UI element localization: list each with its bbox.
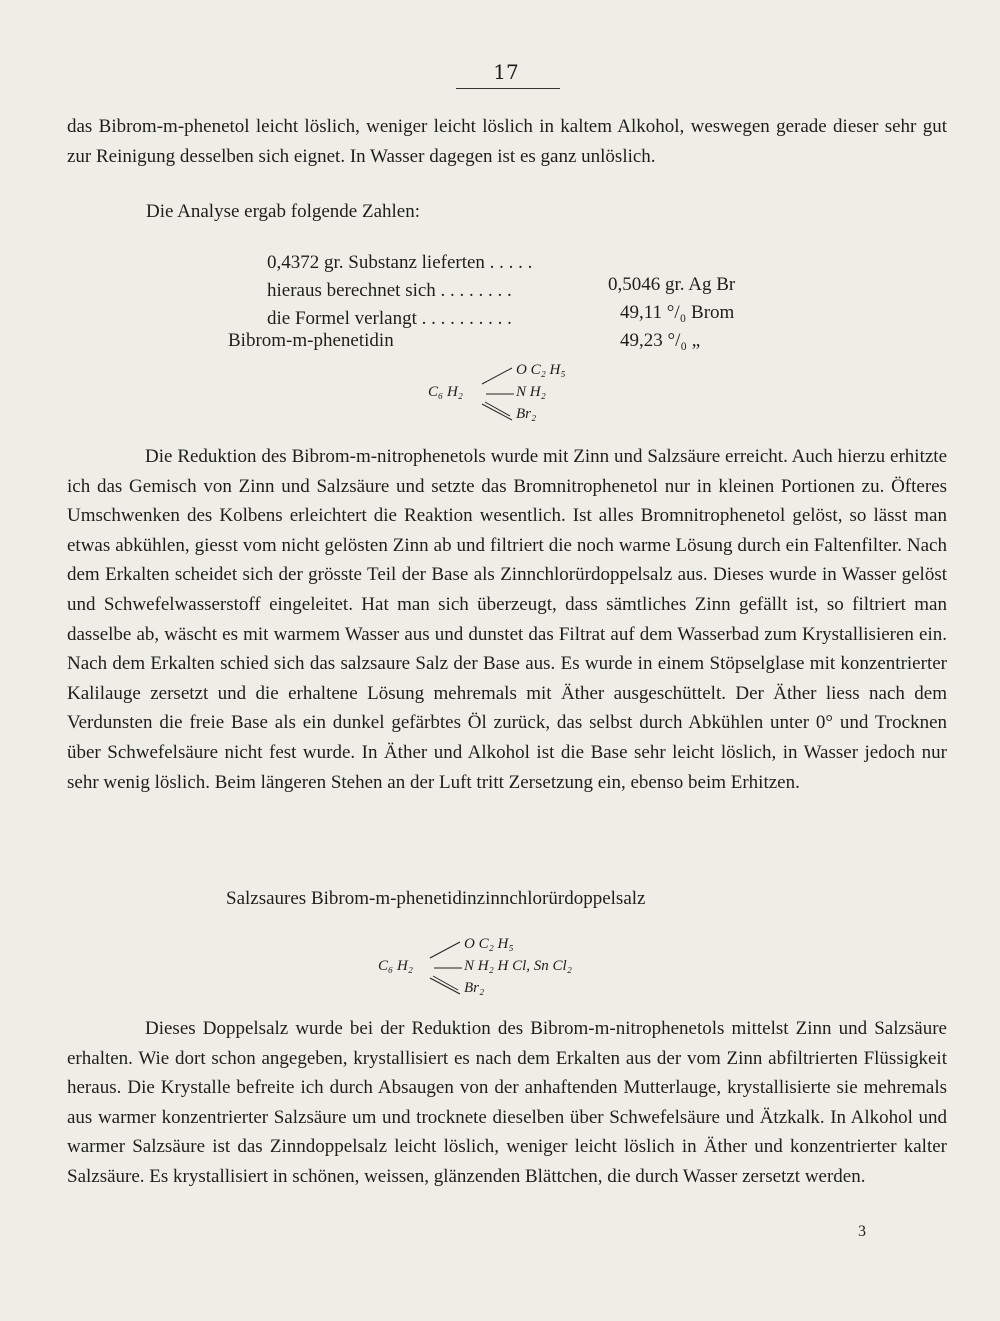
paragraph-2: Die Reduktion des Bibrom-m-nitrophenetols wurde mit Zinn und Salzsäure erreicht. Auch hierzu erhitzte ich das Gemisch von Zinn und Salzsäure und setzte das Bromnitrophenetol nur in kleinen Portionen zu. Öfteres Umschwenken des Kolbens erleichtert die Reaktion wesentlich. Ist alles Bromnitrophenetol gelöst, so lässt man etwas abkühlen, giesst vom nicht gelösten Zinn ab und filtriert die noch warme Lösung durch ein Faltenfilter. Nach dem Erkalten scheidet sich der grösste Teil der Base als Zinnchlorürdoppelsalz aus. Dieses wurde in Wasser gelöst und Schwefelwasserstoff eingeleitet. Hat man sich überzeugt, dass sämtliches Zinn gefällt ist, so filtriert man dasselbe ab, wäscht es mit warmem Wasser aus und dunstet das Filtrat auf dem Wasserbad zum Krystallisieren ein. Nach dem Erkalten schied sich das salzsaure Salz der Base aus. Es wurde in einem Stöpselglase mit konzentrierter Kalilauge zersetzt und die erhaltene Lösung mehremals mit Äther ausgeschüttelt. Der Äther liess nach dem Verdunsten die freie Base als ein dunkel gefärbtes Öl zurück, das selbst durch Abkühlen unter 0° und Trocknen über Schwefelsäure nicht fest wurde. In Äther und Alkohol ist die Base sehr leicht löslich, in Wasser jedoch nur sehr wenig löslich. Beim längeren Stehen an der Luft tritt Zersetzung ein, ebenso beim Erhitzen. [67, 446, 947, 793]
formula-substituent-top: O C₂ H₅ [516, 362, 566, 378]
formula-bonds [418, 934, 468, 1000]
signature-mark: 3 [858, 1223, 866, 1240]
formula-substituent-top: O C₂ H₅ [464, 936, 514, 952]
formula-substituent-mid: N H₂ H Cl, Sn Cl₂ [464, 958, 572, 974]
paragraph-3: Dieses Doppelsalz wurde bei der Reduktion des Bibrom-m-nitrophenetols mittelst Zinn und Salzsäure erhalten. Wie dort schon angegeben, krystallisiert es nach dem Erkalten aus der vom Zinn abfiltrierten Flüssigkeit heraus. Die Krystalle befreite ich durch Absaugen von der anhaftenden Mutterlauge, krystallisierte sie mehremals aus warmer konzentrierter Salzsäure um und trocknete dieselben über Schwefelsäure und Ätzkalk. In Alkohol und warmer Salzsäure ist das Zinndoppelsalz leicht löslich, weniger leicht löslich in Äther und konzentrierter kalter Salzsäure. Es krystallisiert in schönen, weissen, glänzenden Blättchen, die durch Wasser zersetzt werden. [67, 1018, 947, 1187]
analysis-value: 49,11 °/₀ Brom [620, 302, 735, 323]
analysis-value: 0,5046 gr. Ag Br [608, 274, 736, 295]
analysis-label: 0,4372 gr. Substanz lieferten . . . . . [267, 252, 533, 273]
formula-base: C₆ H₂ [428, 384, 464, 400]
analysis-label: hieraus berechnet sich . . . . . . . . [267, 280, 512, 301]
page-number: 17 [493, 60, 519, 84]
paragraph-1: das Bibrom-m-phenetol leicht löslich, weniger leicht löslich in kaltem Alkohol, weswegen gerade dieser sehr gut zur Reinigung desselben sich eignet. In Wasser dagegen ist es ganz unlöslich. [67, 116, 947, 167]
formula-base: C₆ H₂ [378, 958, 414, 974]
analysis-label: die Formel verlangt . . . . . . . . . . [267, 308, 512, 329]
compound-heading-1: Bibrom-m-phenetidin [228, 330, 394, 351]
analysis-value: 49,23 °/₀ „ [620, 330, 701, 351]
compound-heading-2: Salzsaures Bibrom-m-phenetidinzinnchlorürdoppelsalz [226, 888, 646, 909]
page-number-rule [456, 88, 560, 89]
analysis-intro: Die Analyse ergab folgende Zahlen: [146, 201, 420, 222]
formula-substituent-bottom: Br₂ [464, 980, 485, 996]
formula-substituent-mid: N H₂ [516, 384, 546, 400]
formula-substituent-bottom: Br₂ [516, 406, 537, 422]
formula-bonds [470, 360, 520, 426]
